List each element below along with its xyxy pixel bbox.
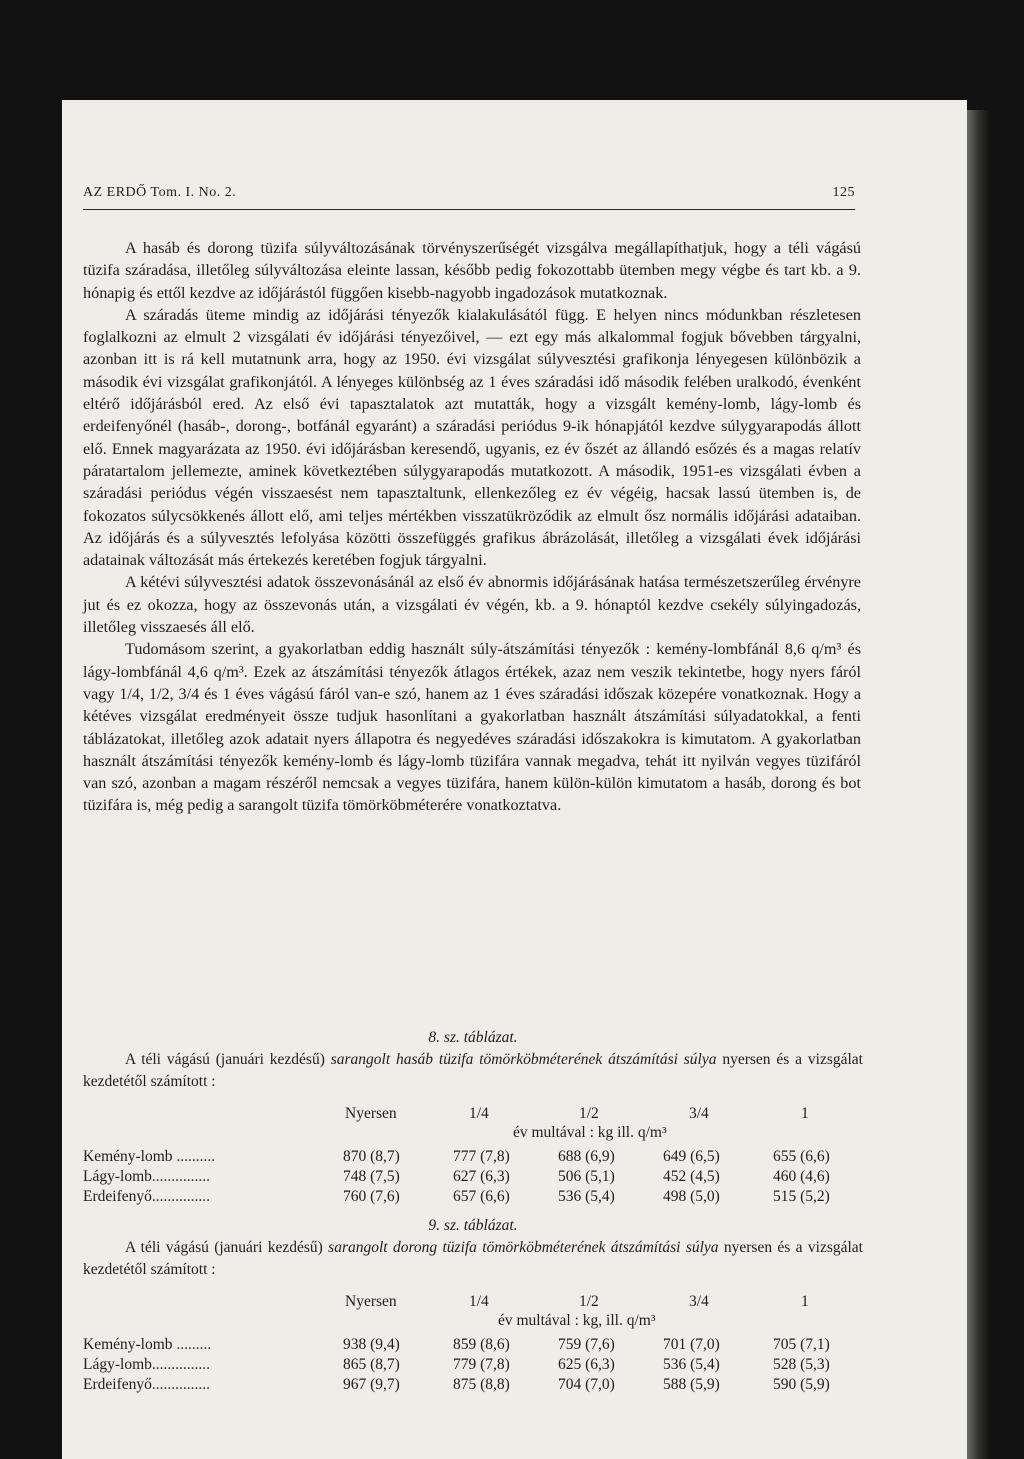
paragraph: A száradás üteme mindig az időjárási tényezők kialakulásától függ. E helyen nincs módunkban részletesen foglalkozni az elmult 2 vizsgálati év időjárási tényezőivel, — ezt egy más alkalommal fogjuk bővebben tárgyalni, azonban itt is rá kell mutatnunk arra, hogy az 1950. évi vizsgálat súlyvesztési grafikonja lényegesen különbözik a második évi vizsgálat grafikonjától. A lényeges különbség az 1 éves száradási idő második felében uralkodó, évenként eltérő időjárásból ered. Az első évi tapasztalatok azt mutatták, hogy a vizsgált kemény-lomb, lágy-lomb és erdeifenyőnél (hasáb-, dorong-, botfánál egyaránt) a száradási periódus 9-ik hónapjától kezdve súlygyarapodás állott elő. Ennek magyarázata az 1950. évi időjárásban keresendő, ugyanis, ez év őszét az állandó esőzés és a magas relatív páratartalom jellemezte, aminek következtében súlygyarapodás mutatkozott. A második, 1951-es vizsgálati évben a száradási periódus végén visszaesést nem tapasztaltunk, ellenkezőleg ez év végéig, hacsak lassú ütemben is, de fokozatos súlycsökkenés állott elő, ami teljes mértékben visszatükröződik az elmult ősz normális időjárási adataiban. Az időjárás és a súlyvesztés lefolyása közötti összefüggés grafikus ábrázolását, illetőleg a vizsgálati évek időjárási adatainak változását más értekezés keretében fogjuk tárgyalni. bbox=[83, 305, 861, 570]
row-label: Kemény-lomb .......... bbox=[83, 1148, 216, 1165]
column-header: Nyersen bbox=[345, 1293, 397, 1310]
table-cell: 701 (7,0) bbox=[663, 1336, 720, 1353]
table-cell: 779 (7,8) bbox=[453, 1356, 510, 1373]
table-caption: A téli vágású (januári kezdésű) sarangolt dorong tüzifa tömörköbméterének átszámítási súlya nyersen és a vizsgálat kezdetétől számított : bbox=[83, 1239, 863, 1278]
column-header: 3/4 bbox=[689, 1105, 709, 1122]
table-cell: 528 (5,3) bbox=[773, 1356, 830, 1373]
table-cell: 704 (7,0) bbox=[558, 1376, 615, 1393]
table-cell: 590 (5,9) bbox=[773, 1376, 830, 1393]
table-cell: 777 (7,8) bbox=[453, 1148, 510, 1165]
table-cell: 967 (9,7) bbox=[343, 1376, 400, 1393]
paragraph: Tudomásom szerint, a gyakorlatban eddig használt súly-átszámítási tényezők : kemény-lombfánál 8,6 q/m³ és lágy-lombfánál 4,6 q/m³. Ezek az átszámítási tényezők átlagos értékek, azaz nem veszik tekintetbe, hogy nyers fáról vagy 1/4, 1/2, 3/4 és 1 éves vágású fáról van-e szó, hanem az 1 éves száradási időszak közepére vonatkoznak. Hogy a kétéves vizsgálat eredményeit össze tudjuk hasonlítani a gyakorlatban használt átszámítási súlyadatokkal, a fenti táblázatokat, illetőleg azok adatait nyers állapotra és negyedéves száradási időszakokra is kimutatom. A gyakorlatban használt átszámítási tényezők kemény-lomb és lágy-lomb tüzifára vannak megadva, tehát itt nyilván vegyes tüzifáról van szó, azonban a magam részéről nemcsak a vegyes tüzifára, hanem külön-külön kimutatom a hasáb, dorong és bot tüzifára is, még pedig a sarangolt tüzifa tömörköbméterére vonatkoztatva. bbox=[83, 640, 861, 815]
table-8 bbox=[83, 1027, 863, 1215]
column-subheader: év multával : kg, ill. q/m³ bbox=[498, 1312, 656, 1329]
table-number: 8. sz. táblázat. bbox=[428, 1029, 518, 1046]
table-grid bbox=[83, 1293, 863, 1403]
table-cell: 870 (8,7) bbox=[343, 1148, 400, 1165]
paragraph: A kétévi súlyvesztési adatok összevonásánál az első év abnormis időjárásának hatása természetszerűleg érvényre jut és ez okozza, hogy az összevonás után, a vizsgálati év végén, kb. a 9. hónaptól kezdve csekély súlyingadozás, illetőleg visszaesés áll elő. bbox=[83, 573, 861, 637]
page-number: 125 bbox=[832, 185, 855, 200]
row-label: Lágy-lomb............... bbox=[83, 1356, 210, 1373]
column-header: 3/4 bbox=[689, 1293, 709, 1310]
row-label: Erdeifenyő............... bbox=[83, 1376, 210, 1393]
table-cell: 515 (5,2) bbox=[773, 1188, 830, 1205]
table-cell: 460 (4,6) bbox=[773, 1168, 830, 1185]
paragraph: A hasáb és dorong tüzifa súlyváltozásának törvényszerűségét vizsgálva megállapíthatjuk, hogy a téli vágású tüzifa száradása, illetőleg súlyváltozása eleinte lassan, később pedig fokozottabb ütemben megy végbe és tart kb. a 9. hónapig és ettől kezdve az időjárástól függően kisebb-nagyobb ingadozások mutatkoznak. bbox=[83, 239, 861, 302]
column-header: 1/2 bbox=[579, 1293, 599, 1310]
table-cell: 649 (6,5) bbox=[663, 1148, 720, 1165]
table-cell: 506 (5,1) bbox=[558, 1168, 615, 1185]
row-label: Erdeifenyő............... bbox=[83, 1188, 210, 1205]
column-header: Nyersen bbox=[345, 1105, 397, 1122]
table-cell: 655 (6,6) bbox=[773, 1148, 830, 1165]
table-cell: 452 (4,5) bbox=[663, 1168, 720, 1185]
table-cell: 760 (7,6) bbox=[343, 1188, 400, 1205]
table-cell: 625 (6,3) bbox=[558, 1356, 615, 1373]
table-grid bbox=[83, 1105, 863, 1215]
table-cell: 938 (9,4) bbox=[343, 1336, 400, 1353]
table-cell: 588 (5,9) bbox=[663, 1376, 720, 1393]
table-9 bbox=[83, 1215, 863, 1403]
table-cell: 705 (7,1) bbox=[773, 1336, 830, 1353]
table-cell: 536 (5,4) bbox=[663, 1356, 720, 1373]
table-cell: 859 (8,6) bbox=[453, 1336, 510, 1353]
table-cell: 657 (6,6) bbox=[453, 1188, 510, 1205]
table-cell: 759 (7,6) bbox=[558, 1336, 615, 1353]
book-spine bbox=[967, 110, 989, 1459]
table-cell: 875 (8,8) bbox=[453, 1376, 510, 1393]
column-header: 1 bbox=[801, 1293, 809, 1310]
table-number: 9. sz. táblázat. bbox=[428, 1217, 518, 1234]
table-cell: 865 (8,7) bbox=[343, 1356, 400, 1373]
table-cell: 688 (6,9) bbox=[558, 1148, 615, 1165]
table-cell: 536 (5,4) bbox=[558, 1188, 615, 1205]
column-header: 1 bbox=[801, 1105, 809, 1122]
column-header: 1/2 bbox=[579, 1105, 599, 1122]
table-caption: A téli vágású (januári kezdésű) sarangolt hasáb tüzifa tömörköbméterének átszámítási súlya nyersen és a vizsgálat kezdetétől számított : bbox=[83, 1051, 863, 1090]
table-cell: 498 (5,0) bbox=[663, 1188, 720, 1205]
table-cell: 627 (6,3) bbox=[453, 1168, 510, 1185]
column-header: 1/4 bbox=[469, 1293, 489, 1310]
journal-title: AZ ERDŐ Tom. I. No. 2. bbox=[83, 185, 237, 200]
row-label: Lágy-lomb............... bbox=[83, 1168, 210, 1185]
body-text bbox=[83, 237, 861, 817]
column-subheader: év multával : kg ill. q/m³ bbox=[513, 1124, 667, 1141]
row-label: Kemény-lomb ......... bbox=[83, 1336, 212, 1353]
running-header bbox=[83, 185, 855, 210]
column-header: 1/4 bbox=[469, 1105, 489, 1122]
table-cell: 748 (7,5) bbox=[343, 1168, 400, 1185]
